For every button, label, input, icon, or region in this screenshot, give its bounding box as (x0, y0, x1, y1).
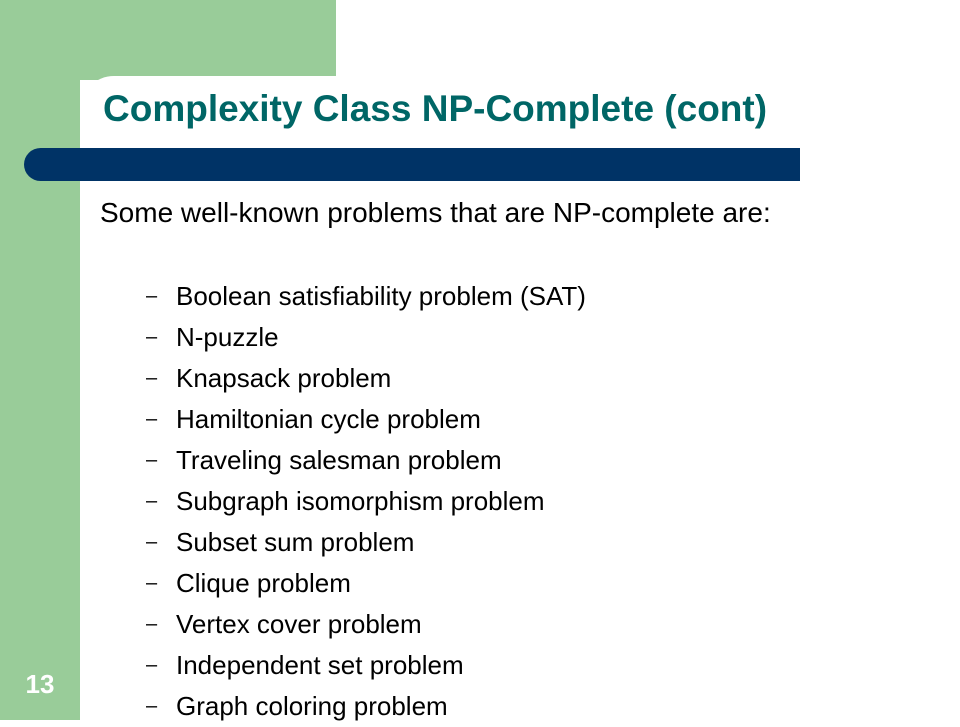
dash-marker: – (146, 572, 158, 594)
dash-marker: – (146, 367, 158, 389)
title-underline-bar (24, 148, 800, 181)
list-item-label: Hamiltonian cycle problem (176, 404, 481, 434)
list-item (146, 522, 586, 563)
list-item-label: Boolean satisfiability problem (SAT) (176, 281, 586, 311)
list-item (146, 645, 586, 686)
dash-marker: – (146, 449, 158, 471)
list-item (146, 481, 586, 522)
list-item-label: Subgraph isomorphism problem (176, 486, 545, 516)
dash-marker: – (146, 490, 158, 512)
list-item-label: Subset sum problem (176, 527, 415, 557)
dash-marker: – (146, 613, 158, 635)
list-item-label: Vertex cover problem (176, 609, 422, 639)
list-item (146, 399, 586, 440)
dash-marker: – (146, 654, 158, 676)
list-item (146, 563, 586, 604)
list-item-label: Knapsack problem (176, 363, 392, 393)
list-item-label: Graph coloring problem (176, 691, 448, 721)
list-item-label: Traveling salesman problem (176, 445, 502, 475)
top-accent-block (80, 0, 336, 80)
sidebar-accent-bar (0, 0, 80, 720)
problem-list (146, 276, 586, 727)
list-item (146, 276, 586, 317)
dash-marker: – (146, 695, 158, 717)
list-item (146, 358, 586, 399)
slide-title: Complexity Class NP-Complete (cont) (103, 88, 768, 129)
list-item (146, 440, 586, 481)
dash-marker: – (146, 408, 158, 430)
list-item-label: N-puzzle (176, 322, 279, 352)
dash-marker: – (146, 285, 158, 307)
intro-paragraph: Some well-known problems that are NP-complete are: (100, 197, 771, 228)
slide-number: 13 (25, 669, 55, 699)
dash-marker: – (146, 326, 158, 348)
list-item-label: Clique problem (176, 568, 351, 598)
list-item-label: Independent set problem (176, 650, 464, 680)
list-item (146, 604, 586, 645)
list-item (146, 317, 586, 358)
dash-marker: – (146, 531, 158, 553)
list-item (146, 686, 586, 727)
